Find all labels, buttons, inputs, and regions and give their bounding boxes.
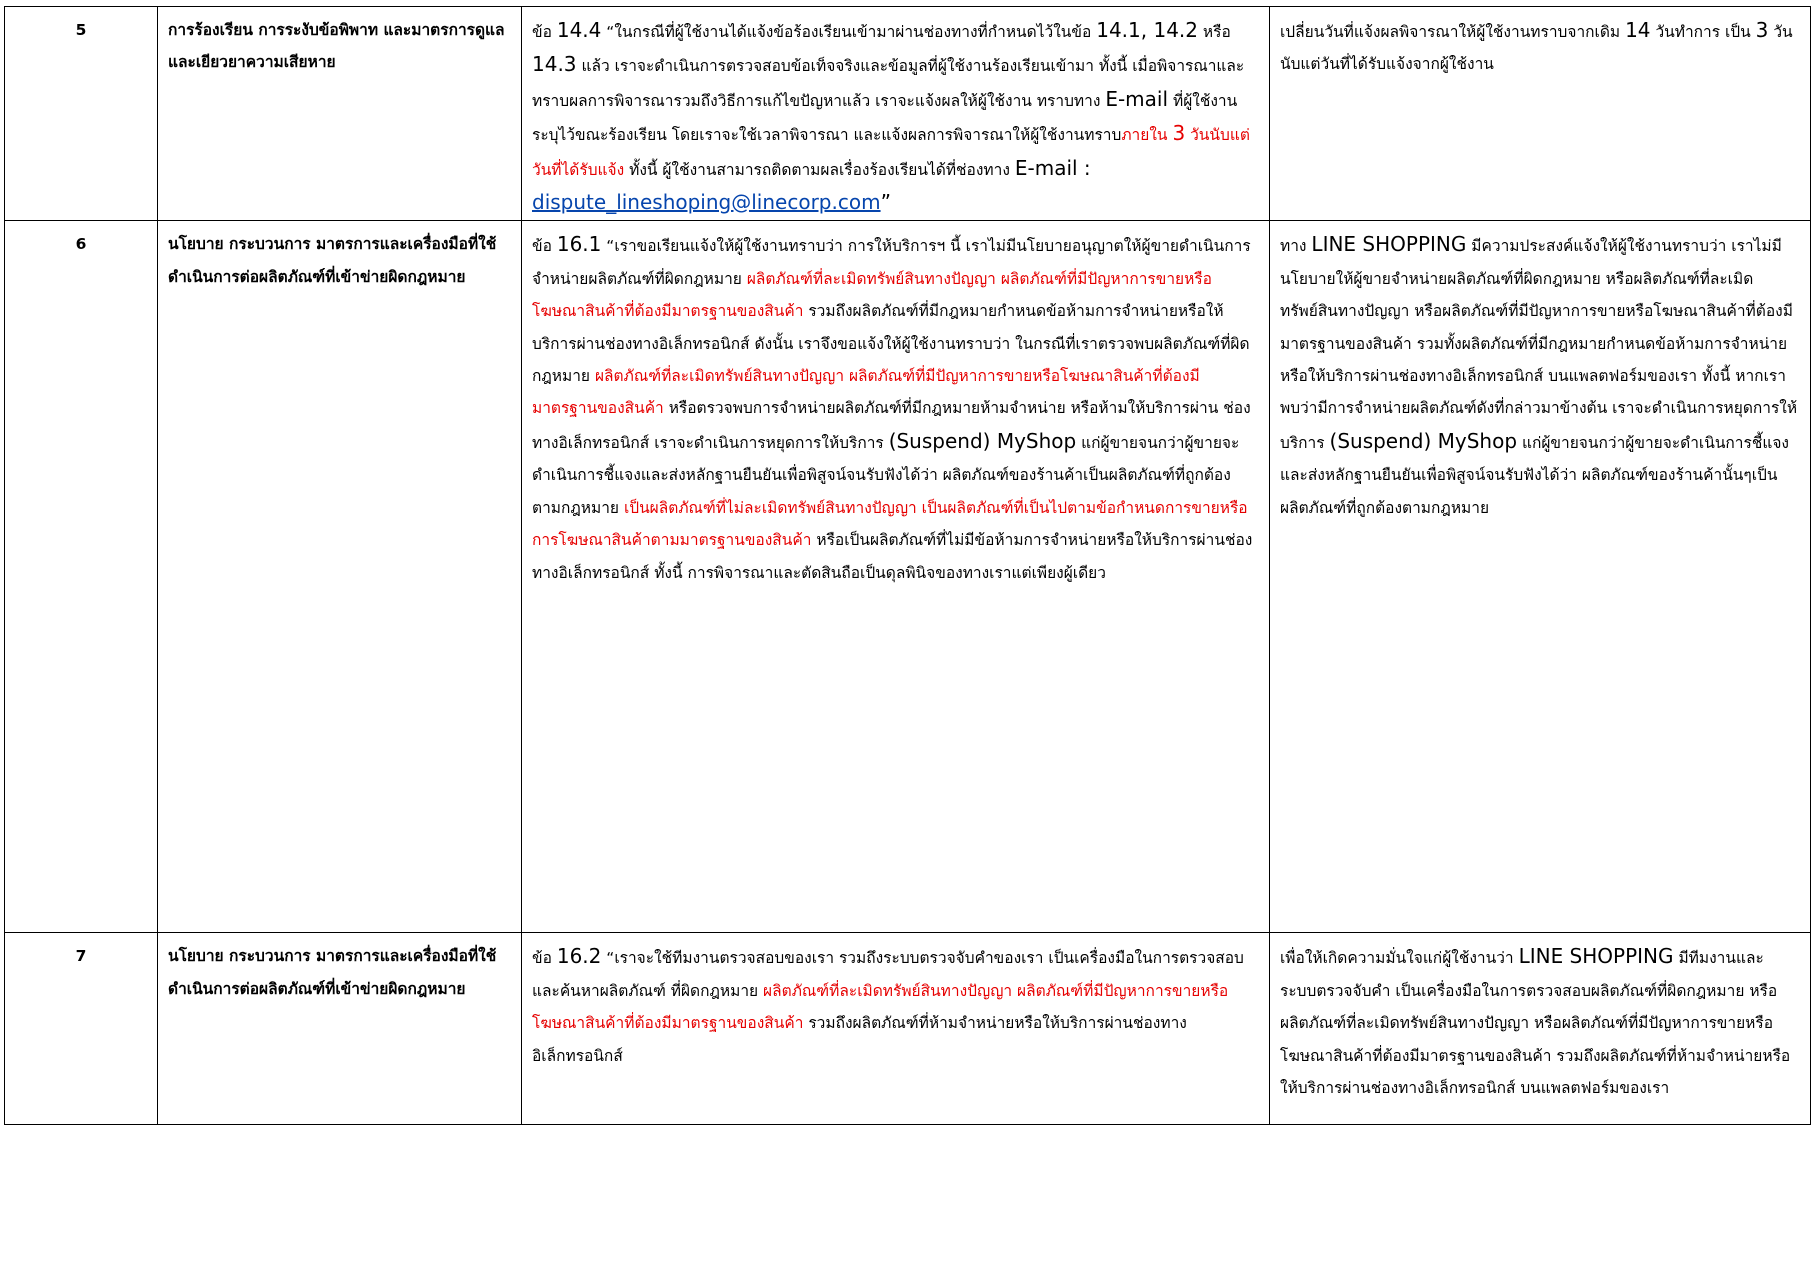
table-row <box>5 933 1811 1125</box>
row-number: 6 <box>5 221 158 933</box>
clause-text: ข้อ 16.1 “เราขอเรียนแจ้งให้ผู้ใช้งานทราบว่า การให้บริการฯ นี้ เราไม่มีนโยบายอนุญาตให้ผู้ขายดำเนินการจำหน่ายผลิตภัณฑ์ที่ผิดกฎหมาย ผลิตภัณฑ์ที่ละเมิดทรัพย์สินทางปัญญา ผลิตภัณฑ์ที่มีปัญหาการขายหรือโฆษณาสินค้าที่ต้องมีมาตรฐานของสินค้า รวมถึงผลิตภัณฑ์ที่มีกฎหมายกำหนดข้อห้ามการจำหน่ายหรือให้บริการผ่านช่องทางอิเล็กทรอนิกส์ ดังนั้น เราจึงขอแจ้งให้ผู้ใช้งานทราบว่า ในกรณีที่เราตรวจพบผลิตภัณฑ์ที่ผิดกฎหมาย ผลิตภัณฑ์ที่ละเมิดทรัพย์สินทางปัญญา ผลิตภัณฑ์ที่มีปัญหาการขายหรือโฆษณาสินค้าที่ต้องมีมาตรฐานของสินค้า หรือตรวจพบการจำหน่ายผลิตภัณฑ์ที่มีกฎหมายห้ามจำหน่าย หรือห้ามให้บริการผ่าน ช่องทางอิเล็กทรอนิกส์ เราจะดำเนินการหยุดการให้บริการ (Suspend) MyShop แก่ผู้ขายจนกว่าผู้ขายจะดำเนินการชี้แจงและส่งหลักฐานยืนยันเพื่อพิสูจน์จนรับฟังได้ว่า ผลิตภัณฑ์ของร้านค้าเป็นผลิตภัณฑ์ที่ถูกต้องตามกฎหมาย เป็นผลิตภัณฑ์ที่ไม่ละเมิดทรัพย์สินทางปัญญา เป็นผลิตภัณฑ์ที่เป็นไปตามข้อกำหนดการขายหรือการโฆษณาสินค้าตามมาตรฐานของสินค้า หรือเป็นผลิตภัณฑ์ที่ไม่มีข้อห้ามการจำหน่ายหรือให้บริการผ่านช่องทางอิเล็กทรอนิกส์ ทั้งนี้ การพิจารณาและตัดสินถือเป็นดุลพินิจของทางเราแต่เพียงผู้เดียว <box>522 221 1270 933</box>
highlighted-text: ผลิตภัณฑ์ที่ละเมิดทรัพย์สินทางปัญญา ผลิตภัณฑ์ที่มีปัญหาการขายหรือโฆษณาสินค้าที่ต้องมีมาตรฐานของสินค้า <box>532 981 1229 1033</box>
email-link[interactable]: dispute_lineshoping@linecorp.com <box>532 190 881 215</box>
change-text: ทาง LINE SHOPPING มีความประสงค์แจ้งให้ผู้ใช้งานทราบว่า เราไม่มีนโยบายให้ผู้ขายจำหน่ายผลิตภัณฑ์ที่ผิดกฎหมาย หรือผลิตภัณฑ์ที่ละเมิดทรัพย์สินทางปัญญา หรือผลิตภัณฑ์ที่มีปัญหาการขายหรือโฆษณาสินค้าที่ต้องมีมาตรฐานของสินค้า รวมทั้งผลิตภัณฑ์ที่มีกฎหมายกำหนดข้อห้ามการจำหน่ายหรือให้บริการผ่านช่องทางอิเล็กทรอนิกส์ บนแพลตฟอร์มของเรา ทั้งนี้ หากเราพบว่ามีการจำหน่ายผลิตภัณฑ์ดังที่กล่าวมาข้างต้น เราจะดำเนินการหยุดการให้บริการ (Suspend) MyShop แก่ผู้ขายจนกว่าผู้ขายจะดำเนินการชี้แจงและส่งหลักฐานยืนยันเพื่อพิสูจน์จนรับฟังได้ว่า ผลิตภัณฑ์ของร้านค้านั้นๆเป็นผลิตภัณฑ์ที่ถูกต้องตามกฎหมาย <box>1270 221 1811 933</box>
table-row <box>5 7 1811 221</box>
row-number: 5 <box>5 7 158 221</box>
row-topic: นโยบาย กระบวนการ มาตรการและเครื่องมือที่ใช้ดำเนินการต่อผลิตภัณฑ์ที่เข้าข่ายผิดกฎหมาย <box>158 221 522 933</box>
change-text: เพื่อให้เกิดความมั่นใจแก่ผู้ใช้งานว่า LINE SHOPPING มีทีมงานและระบบตรวจจับคำ เป็นเครื่องมือในการตรวจสอบผลิตภัณฑ์ที่ผิดกฎหมาย หรือผลิตภัณฑ์ที่ละเมิดทรัพย์สินทางปัญญา หรือผลิตภัณฑ์ที่มีปัญหาการขายหรือโฆษณาสินค้าที่ต้องมีมาตรฐานของสินค้า รวมถึงผลิตภัณฑ์ที่ห้ามจำหน่ายหรือให้บริการผ่านช่องทางอิเล็กทรอนิกส์ บนแพลตฟอร์มของเรา <box>1270 933 1811 1125</box>
highlighted-text: เป็นผลิตภัณฑ์ที่ไม่ละเมิดทรัพย์สินทางปัญญา เป็นผลิตภัณฑ์ที่เป็นไปตามข้อกำหนดการขายหรือการโฆษณาสินค้าตามมาตรฐานของสินค้า <box>532 498 1248 550</box>
highlighted-text: ผลิตภัณฑ์ที่ละเมิดทรัพย์สินทางปัญญา ผลิตภัณฑ์ที่มีปัญหาการขายหรือโฆษณาสินค้าที่ต้องมีมาตรฐานของสินค้า <box>532 269 1212 321</box>
highlighted-text: ภายใน 3 วันนับแต่วันที่ได้รับแจ้ง <box>532 121 1250 179</box>
row-number: 7 <box>5 933 158 1125</box>
clause-text: ข้อ 14.4 “ในกรณีที่ผู้ใช้งานได้แจ้งข้อร้องเรียนเข้ามาผ่านช่องทางที่กำหนดไว้ในข้อ 14.1, 14.2 หรือ 14.3 แล้ว เราจะดำเนินการตรวจสอบข้อเท็จจริงและข้อมูลที่ผู้ใช้งานร้องเรียนเข้ามา ทั้งนี้ เมื่อพิจารณาและทราบผลการพิจารณารวมถึงวิธีการแก้ไขปัญหาแล้ว เราจะแจ้งผลให้ผู้ใช้งาน ทราบทาง E-mail ที่ผู้ใช้งานระบุไว้ขณะร้องเรียน โดยเราจะใช้เวลาพิจารณา และแจ้งผลการพิจารณาให้ผู้ใช้งานทราบภายใน 3 วันนับแต่วันที่ได้รับแจ้ง ทั้งนี้ ผู้ใช้งานสามารถติดตามผลเรื่องร้องเรียนได้ที่ช่องทาง E-mail : dispute_lineshoping@linecorp.com” <box>522 7 1270 221</box>
clause-text: ข้อ 16.2 “เราจะใช้ทีมงานตรวจสอบของเรา รวมถึงระบบตรวจจับคำของเรา เป็นเครื่องมือในการตรวจสอบ และค้นหาผลิตภัณฑ์ ที่ผิดกฎหมาย ผลิตภัณฑ์ที่ละเมิดทรัพย์สินทางปัญญา ผลิตภัณฑ์ที่มีปัญหาการขายหรือโฆษณาสินค้าที่ต้องมีมาตรฐานของสินค้า รวมถึงผลิตภัณฑ์ที่ห้ามจำหน่ายหรือให้บริการผ่านช่องทางอิเล็กทรอนิกส์ <box>522 933 1270 1125</box>
change-text: เปลี่ยนวันที่แจ้งผลพิจารณาให้ผู้ใช้งานทราบจากเดิม 14 วันทำการ เป็น 3 วัน นับแต่วันที่ได้รับแจ้งจากผู้ใช้งาน <box>1270 7 1811 221</box>
row-topic: นโยบาย กระบวนการ มาตรการและเครื่องมือที่ใช้ดำเนินการต่อผลิตภัณฑ์ที่เข้าข่ายผิดกฎหมาย <box>158 933 522 1125</box>
row-topic: การร้องเรียน การระงับข้อพิพาท และมาตรการดูแลและเยียวยาความเสียหาย <box>158 7 522 221</box>
highlighted-text: ผลิตภัณฑ์ที่ละเมิดทรัพย์สินทางปัญญา ผลิตภัณฑ์ที่มีปัญหาการขายหรือโฆษณาสินค้าที่ต้องมีมาตรฐานของสินค้า <box>532 367 1200 418</box>
comparison-table <box>4 6 1811 1125</box>
table-row <box>5 221 1811 933</box>
